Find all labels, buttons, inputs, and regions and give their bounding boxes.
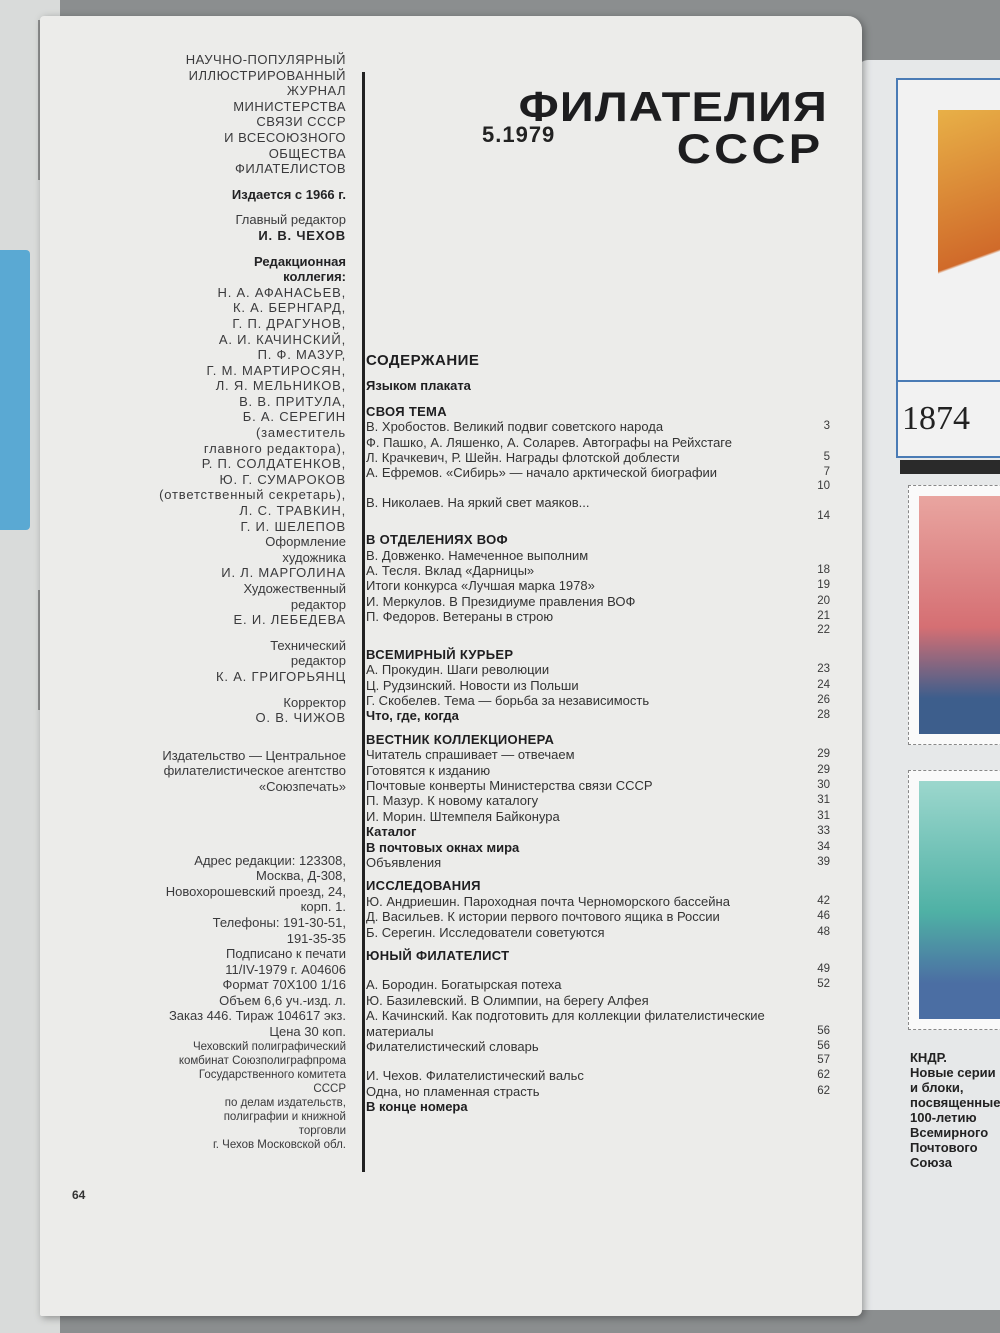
entry-page-number: 46 xyxy=(817,910,830,923)
stamp-caption: КНДР. Новые серии и блоки, посвященные 100-летию Всемирного Почтового Союза xyxy=(910,1050,1000,1170)
contents-entry xyxy=(366,708,830,724)
entry-page-number: 28 xyxy=(817,709,830,722)
printer-block: Чеховский полиграфический комбинат Союзполиграфпрома Государственного комитета СССР по делам издательств, полиграфии и книжной торговли г. Чехов Московской обл. xyxy=(178,1040,346,1151)
contents-entry xyxy=(366,593,830,609)
journal-description: НАУЧНО-ПОПУЛЯРНЫЙ ИЛЛЮСТРИРОВАННЫЙ ЖУРНАЛ МИНИСТЕРСТВА СВЯЗИ СССР И ВСЕСОЮЗНОГО ОБЩЕСТВА ФИЛАТЕЛИСТОВ xyxy=(185,52,346,177)
issue-number: 5.1979 xyxy=(482,122,556,147)
entry-title: Б. Серегин. Исследователи советуются xyxy=(366,924,605,940)
contents-entry xyxy=(366,793,830,809)
entry-title: Л. Крачкевич, Р. Шейн. Награды флотской доблести xyxy=(366,450,680,466)
editorial-board-list: Н. А. АФАНАСЬЕВ, К. А. БЕРНГАРД, Г. П. ДРАГУНОВ, А. И. КАЧИНСКИЙ, П. Ф. МАЗУР, Г. М. МАРТИРОСЯН, Л. Я. МЕЛЬНИКОВ, В. В. ПРИТУЛА, Б. А. СЕРЕГИН (заместитель главного редактора), Р. П. СОЛДАТЕНКОВ, Ю. Г. СУМАРОКОВ (ответственный секретарь), Л. С. ТРАВКИН, Г. И. ШЕЛЕПОВ xyxy=(159,284,346,534)
art-editor-label: редактор xyxy=(290,596,346,612)
entry-title: А. Бородин. Богатырская потеха xyxy=(366,977,562,993)
contents-lead: Языком плаката xyxy=(366,378,471,394)
board-label: коллегия: xyxy=(283,269,346,285)
magazine-page xyxy=(40,16,862,1316)
entry-page-number: 49 xyxy=(817,963,830,975)
contents-entry xyxy=(366,762,830,778)
contents-entry xyxy=(366,777,830,793)
entry-title: Ю. Базилевский. В Олимпии, на берегу Алфея xyxy=(366,992,649,1008)
contents-section-title: ВЕСТНИК КОЛЛЕКЦИОНЕРА xyxy=(366,731,555,747)
contents-entry xyxy=(366,419,830,435)
tech-editor-label: Технический xyxy=(270,637,346,653)
entry-title: П. Мазур. К новому каталогу xyxy=(366,793,539,809)
entry-page-number: 26 xyxy=(817,693,830,706)
upu-stamp-image xyxy=(896,78,1000,458)
contents-entry xyxy=(366,893,830,909)
publisher-block: Издательство — Центральное филателистическое агентство «Союзпечать» xyxy=(162,747,346,794)
entry-title: В. Довженко. Намеченное выполним xyxy=(366,547,589,563)
design-label: художника xyxy=(282,549,346,565)
contents-entry xyxy=(366,1068,830,1084)
entry-title: И. Меркулов. В Президиуме правления ВОФ xyxy=(366,593,636,609)
entry-title: В конце номера xyxy=(366,1099,468,1115)
entry-page-number: 62 xyxy=(817,1069,830,1082)
entry-title: Готовятся к изданию xyxy=(366,762,491,778)
entry-title: А. Качинский. Как подготовить для коллекции филателистические материалы xyxy=(366,1008,765,1039)
entry-title: Г. Скобелев. Тема — борьба за независимость xyxy=(366,692,650,708)
entry-page-number: 33 xyxy=(817,825,830,838)
contents-entry xyxy=(366,480,830,495)
contents-entry xyxy=(366,1099,806,1114)
designer-name: И. Л. МАРГОЛИНА xyxy=(221,565,346,581)
contents-entry xyxy=(366,1008,830,1039)
contents-entry xyxy=(366,824,830,840)
entry-title: В. Николаев. На яркий свет маяков... xyxy=(366,494,590,510)
chief-editor-label: Главный редактор xyxy=(235,212,346,228)
entry-page-number: 20 xyxy=(817,594,830,607)
entry-title: Итоги конкурса «Лучшая марка 1978» xyxy=(366,578,595,594)
contents-section-title: В ОТДЕЛЕНИЯХ ВОФ xyxy=(366,532,508,548)
tech-editor-label: редактор xyxy=(290,653,346,669)
entry-page-number: 56 xyxy=(817,1040,830,1053)
contents-entry xyxy=(366,609,830,625)
sketch-illustration xyxy=(0,20,40,180)
entry-page-number: 31 xyxy=(817,794,830,807)
contents-entry xyxy=(366,563,830,579)
contents-heading: СОДЕРЖАНИЕ xyxy=(366,352,480,369)
contents-entry xyxy=(366,548,806,563)
contents-entry xyxy=(366,963,830,977)
entry-page-number: 29 xyxy=(817,763,830,776)
entry-title: А. Прокудин. Шаги революции xyxy=(366,662,550,678)
entry-page-number: 48 xyxy=(817,925,830,938)
address-block: Адрес редакции: 123308, Москва, Д-308, Новохорошевский проезд, 24, корп. 1. Телефоны: 191-30-51, 191-35-35 Подписано к печати 11/IV-1979 г. А04606 Формат 70Х100 1/16 Объем 6,6 уч.-изд. л. Заказ 446. Тираж 104617 экз. Цена 30 коп. xyxy=(165,852,346,1040)
contents-entry xyxy=(366,465,830,481)
entry-title: Ю. Андриешин. Пароходная почта Черноморского бассейна xyxy=(366,893,730,909)
table-of-contents xyxy=(366,352,830,1115)
entry-page-number: 57 xyxy=(817,1054,830,1067)
art-editor-label: Художественный xyxy=(243,581,346,596)
contents-entry xyxy=(366,495,806,510)
entry-page-number: 30 xyxy=(817,778,830,791)
masthead-title: ФИЛАТЕЛИЯ СССР xyxy=(518,83,828,172)
entry-page-number: 31 xyxy=(817,809,830,822)
dprk-stamp-2 xyxy=(908,770,1000,1030)
blue-stamp-fragment xyxy=(0,250,30,530)
contents-entry xyxy=(366,692,830,708)
contents-entry xyxy=(366,808,830,824)
entry-page-number: 18 xyxy=(817,564,830,577)
art-editor-name: Е. И. ЛЕБЕДЕВА xyxy=(233,612,346,628)
contents-entry xyxy=(366,1083,830,1099)
entry-title: Почтовые конверты Министерства связи СССР xyxy=(366,777,653,793)
entry-page-number: 39 xyxy=(817,855,830,868)
entry-page-number: 21 xyxy=(817,610,830,623)
entry-page-number: 23 xyxy=(817,663,830,676)
contents-entry xyxy=(366,924,830,940)
sketch-illustration xyxy=(0,590,40,710)
board-label: Редакционная xyxy=(253,253,346,269)
entry-page-number: 5 xyxy=(823,451,830,464)
founded-line: Издается с 1966 г. xyxy=(231,186,346,202)
contents-entry xyxy=(366,450,830,466)
entry-page-number: 29 xyxy=(817,748,830,761)
entry-page-number: 56 xyxy=(817,1024,830,1037)
entry-title: Одна, но пламенная страсть xyxy=(366,1083,540,1099)
contents-entry xyxy=(366,578,830,594)
entry-title: Каталог xyxy=(366,824,417,840)
entry-page-number: 34 xyxy=(817,840,830,853)
entry-page-number: 24 xyxy=(817,678,830,691)
contents-section-title: ИССЛЕДОВАНИЯ xyxy=(366,878,481,894)
entry-page-number: 19 xyxy=(817,579,830,592)
stamp-year: 1874 xyxy=(902,400,970,437)
page-number: 64 xyxy=(72,1188,86,1202)
column-divider xyxy=(362,72,365,1172)
entry-title: И. Чехов. Филателистический вальс xyxy=(366,1068,584,1084)
chief-editor-name: И. В. ЧЕХОВ xyxy=(258,227,346,243)
entry-title: А. Тесля. Вклад «Дарницы» xyxy=(366,563,535,579)
entry-page-number: 22 xyxy=(817,624,830,637)
contents-entry xyxy=(366,509,830,524)
imprint-column xyxy=(40,52,346,1152)
entry-title: Филателистический словарь xyxy=(366,1039,539,1055)
proofreader-label: Корректор xyxy=(283,694,346,710)
contents-entry xyxy=(366,1039,830,1055)
design-label: Оформление xyxy=(265,534,346,550)
entry-page-number: 14 xyxy=(817,509,830,522)
black-band xyxy=(900,460,1000,474)
entry-title: А. Ефремов. «Сибирь» — начало арктической биографии xyxy=(366,465,718,481)
entry-title: В почтовых окнах мира xyxy=(366,839,520,855)
entry-title: Д. Васильев. К истории первого почтового ящика в России xyxy=(366,909,720,925)
contents-entry xyxy=(366,854,830,870)
entry-page-number: 3 xyxy=(823,420,830,433)
proofreader-name: О. В. ЧИЖОВ xyxy=(255,710,346,726)
right-adjacent-page xyxy=(858,60,1000,1310)
entry-title: Читатель спрашивает — отвечаем xyxy=(366,747,575,763)
entry-title: В. Хробостов. Великий подвиг советского народа xyxy=(366,419,664,435)
entry-page-number: 52 xyxy=(817,978,830,991)
contents-entry xyxy=(366,624,830,639)
tech-editor-name: К. А. ГРИГОРЬЯНЦ xyxy=(216,668,346,684)
stamp-artwork xyxy=(938,110,1000,350)
contents-entry xyxy=(366,747,830,763)
entry-title: Ц. Рудзинский. Новости из Польши xyxy=(366,677,579,693)
contents-entry xyxy=(366,977,830,993)
entry-page-number: 62 xyxy=(817,1084,830,1097)
entry-page-number: 42 xyxy=(817,894,830,907)
contents-entry xyxy=(366,662,830,678)
entry-page-number: 10 xyxy=(817,480,830,493)
contents-sections xyxy=(366,403,830,1115)
contents-entry xyxy=(366,677,830,693)
entry-page-number: 7 xyxy=(823,466,830,479)
entry-title: Ф. Пашко, А. Ляшенко, А. Соларев. Автографы на Рейхстаге xyxy=(366,434,732,450)
contents-entry xyxy=(366,993,806,1008)
contents-entry xyxy=(366,1054,830,1068)
entry-title: П. Федоров. Ветераны в строю xyxy=(366,609,554,625)
contents-entry xyxy=(366,839,830,855)
entry-title: И. Морин. Штемпеля Байконура xyxy=(366,808,560,824)
contents-entry xyxy=(366,435,806,450)
contents-section-title: ВСЕМИРНЫЙ КУРЬЕР xyxy=(366,646,514,662)
contents-entry xyxy=(366,909,830,925)
entry-title: Что, где, когда xyxy=(366,708,459,724)
entry-title: Объявления xyxy=(366,854,442,870)
contents-section-title: ЮНЫЙ ФИЛАТЕЛИСТ xyxy=(366,948,510,963)
dprk-stamp-1 xyxy=(908,485,1000,745)
contents-section-title: СВОЯ ТЕМА xyxy=(366,403,447,419)
